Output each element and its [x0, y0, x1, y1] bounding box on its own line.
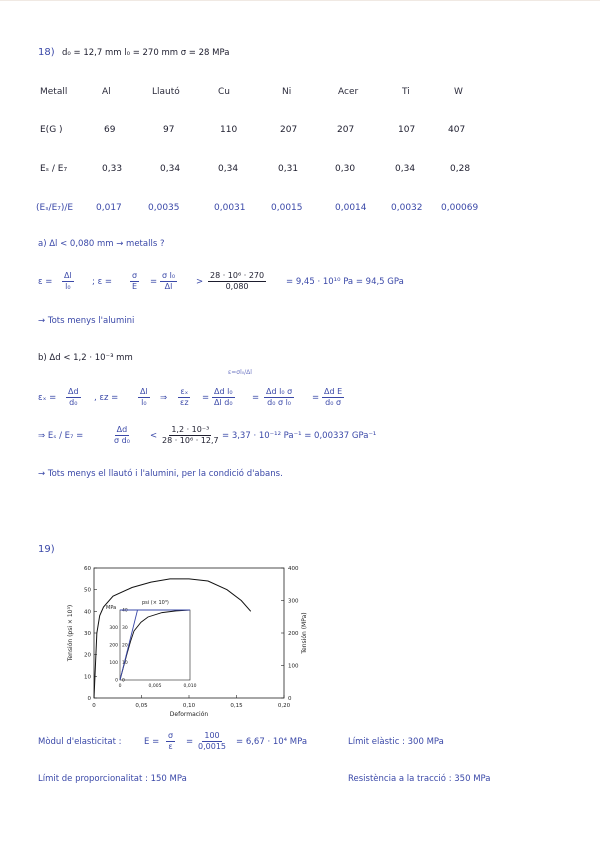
row-last-label: (Eₛ/E₇)/E: [36, 203, 74, 213]
x-tick-label: 0,15: [230, 703, 243, 709]
part-b-question: b) Δd < 1,2 · 10⁻³ mm: [38, 353, 133, 363]
modul-frac-sigma-eps: $\frac{\sigma}{\varepsilon}$: [168, 731, 174, 751]
modul-label: Mòdul d'elasticitat :: [38, 737, 122, 747]
b-eq-sign: =: [252, 393, 260, 403]
inset-y-tick-label-left: 0: [122, 678, 125, 684]
y-tick-label-left: 40: [84, 609, 91, 616]
table-header: Ti: [402, 87, 410, 97]
table-header: Llautó: [152, 87, 180, 97]
row-last-cell: 0,0035: [148, 203, 180, 213]
a-frac-sigmal0-dl: $\frac{\text{σ l₀}}{\Delta l}$: [162, 271, 176, 291]
y-axis-label-left: Tensión (psi × 10³): [67, 604, 74, 662]
problem-18-given: d₀ = 12,7 mm l₀ = 270 mm σ = 28 MPa: [62, 48, 230, 58]
inset-mpa-label: MPa: [106, 605, 117, 611]
inset-x-tick-label: 0: [118, 684, 122, 689]
row-e-cell: 97: [163, 125, 175, 135]
tensile-strength: Resistència a la tracció : 350 MPa: [348, 774, 491, 784]
y-tick-label-right: 400: [288, 566, 299, 572]
inset-y-tick-label-right: 300: [109, 626, 118, 631]
y-axis-label-right: Tensión (MPa): [301, 612, 308, 654]
inset-y-tick-label-right: 200: [109, 643, 118, 649]
b-eq-sign: =: [312, 393, 320, 403]
row-ratio-cell: 0,34: [160, 164, 181, 174]
inset-y-tick-label-left: 30: [122, 626, 128, 631]
y-tick-label-left: 50: [84, 587, 91, 594]
y-tick-label-right: 300: [288, 598, 299, 605]
row-e-cell: 69: [104, 125, 116, 135]
row-e-label: E(G ): [40, 125, 63, 135]
x-tick-label: 0,05: [135, 703, 148, 709]
row-ratio-cell: 0,33: [102, 164, 123, 174]
y-tick-label-right: 200: [288, 631, 299, 637]
b-frac-ddl0sigma: $\frac{\text{Δd l₀ σ}}{\text{d₀ σ l₀}}$: [266, 387, 293, 407]
inset-y-tick-label-left: 40: [122, 608, 128, 614]
row-ratio-label: Eₛ / E₇: [40, 164, 68, 174]
modul-eq2: =: [186, 737, 194, 747]
table-header: Cu: [218, 87, 230, 97]
row-e-cell: 407: [448, 125, 466, 135]
inset-frame: [120, 610, 190, 680]
b-implies: ⇒: [160, 393, 168, 403]
b-line2-start: ⇒ Eₛ / E₇ =: [38, 431, 84, 441]
b-frac-numeric: $\frac{\text{1,2 · 10⁻³}}{\text{28 · 10⁶ · 12,7}}$: [162, 425, 219, 445]
y-tick-label-left: 20: [84, 652, 91, 659]
x-axis-label: Deformación: [169, 711, 209, 718]
y-tick-label-right: 100: [288, 663, 299, 670]
a-equals: =: [150, 277, 158, 287]
a-conclusion: → Tots menys l'alumini: [38, 316, 135, 326]
b-frac-ddl0: $\frac{\text{Δd l₀}}{\text{Δl d₀}}$: [214, 387, 233, 407]
problem-19-number: 19): [38, 544, 55, 555]
modul-frac-values: $\frac{100}{0,0015}$: [198, 731, 226, 751]
b-frac-dd-sigmad0: $\frac{\Delta d}{\text{σ d₀}}$: [114, 425, 130, 445]
row-last-cell: 0,0014: [335, 203, 367, 213]
row-ratio-cell: 0,34: [218, 164, 239, 174]
modul-eq: E =: [144, 737, 160, 747]
b-less-than: <: [150, 431, 158, 441]
limit-elastic: Límit elàstic : 300 MPa: [348, 737, 444, 747]
b-frac-dd-d0: $\frac{\Delta d}{\text{d₀}}$: [68, 387, 79, 407]
inset-psi-label: psi (× 10³): [142, 600, 169, 606]
table-header: Acer: [338, 87, 359, 97]
y-tick-label-right: 0: [288, 696, 292, 702]
row-e-cell: 207: [337, 125, 355, 135]
y-tick-label-left: 10: [84, 674, 91, 681]
inset-y-tick-label-right: 0: [115, 678, 118, 684]
table-header: Ni: [282, 87, 292, 97]
y-tick-label-left: 30: [84, 631, 91, 637]
b-eps-x: εₓ =: [38, 393, 57, 403]
stress-strain-chart: [60, 556, 310, 726]
y-tick-label-left: 60: [84, 566, 91, 572]
table-header: Al: [102, 87, 111, 97]
inset-y-tick-label-right: 100: [109, 661, 118, 666]
x-tick-label: 0: [92, 703, 96, 709]
inset-y-tick-label-left: 20: [122, 643, 128, 649]
row-last-cell: 0,0032: [391, 203, 423, 213]
part-a-question: a) Δl < 0,080 mm → metalls ?: [38, 239, 165, 249]
problem-18-number: 18): [38, 47, 55, 58]
row-ratio-cell: 0,28: [450, 164, 471, 174]
row-last-cell: 0,0031: [214, 203, 246, 213]
a-frac-numeric: $\frac{\text{28 · 10⁶ · 270}}{0,080}$: [210, 271, 265, 291]
b-annotation: ε=σl₀/Δl: [228, 369, 252, 376]
row-ratio-cell: 0,30: [335, 164, 356, 174]
row-ratio-cell: 0,34: [395, 164, 416, 174]
b-frac-ex-ez: $\frac{\text{εₓ}}{\varepsilon z}$: [180, 387, 189, 407]
a-result: = 9,45 · 10¹⁰ Pa = 94,5 GPa: [286, 277, 404, 287]
row-last-cell: 0,0015: [271, 203, 303, 213]
a-greater: >: [196, 277, 204, 287]
inset-x-tick-label: 0,005: [148, 684, 162, 689]
table-label-metall: Metall: [40, 87, 68, 97]
inset-y-tick-label-left: 10: [122, 661, 128, 666]
x-tick-label: 0,20: [277, 703, 291, 709]
b-eps-z: , εz =: [94, 393, 119, 403]
row-last-cell: 0,00069: [441, 203, 479, 213]
row-e-cell: 110: [220, 125, 238, 135]
a-eq-epsilon: ε =: [38, 277, 53, 287]
b-eq-sign: =: [202, 393, 210, 403]
x-tick-label: 0,10: [182, 703, 196, 709]
row-ratio-cell: 0,31: [278, 164, 299, 174]
b-conclusion: → Tots menys el llautó i l'alumini, per la condició d'abans.: [38, 469, 283, 479]
row-e-cell: 207: [280, 125, 298, 135]
y-tick-label-left: 0: [87, 696, 91, 702]
inset-x-tick-label: 0,010: [183, 684, 197, 689]
a-frac-sigma-e: $\frac{\sigma}{E}$: [132, 271, 138, 291]
b-frac-dl-l0: $\frac{\Delta l}{\text{l₀}}$: [140, 387, 148, 407]
limit-proportionality: Límit de proporcionalitat : 150 MPa: [38, 774, 187, 784]
a-frac-dl-l0: $\frac{\Delta l}{\text{l₀}}$: [64, 271, 72, 291]
a-eq-epsilon2: ; ε =: [92, 277, 112, 287]
modul-result: = 6,67 · 10⁴ MPa: [236, 737, 308, 747]
table-header: W: [454, 87, 463, 97]
row-last-cell: 0,017: [96, 203, 122, 213]
row-e-cell: 107: [398, 125, 416, 135]
b-frac-dde: $\frac{\text{Δd E}}{\text{d₀ σ}}$: [324, 387, 343, 407]
b-result: = 3,37 · 10⁻¹² Pa⁻¹ = 0,00337 GPa⁻¹: [222, 431, 377, 441]
